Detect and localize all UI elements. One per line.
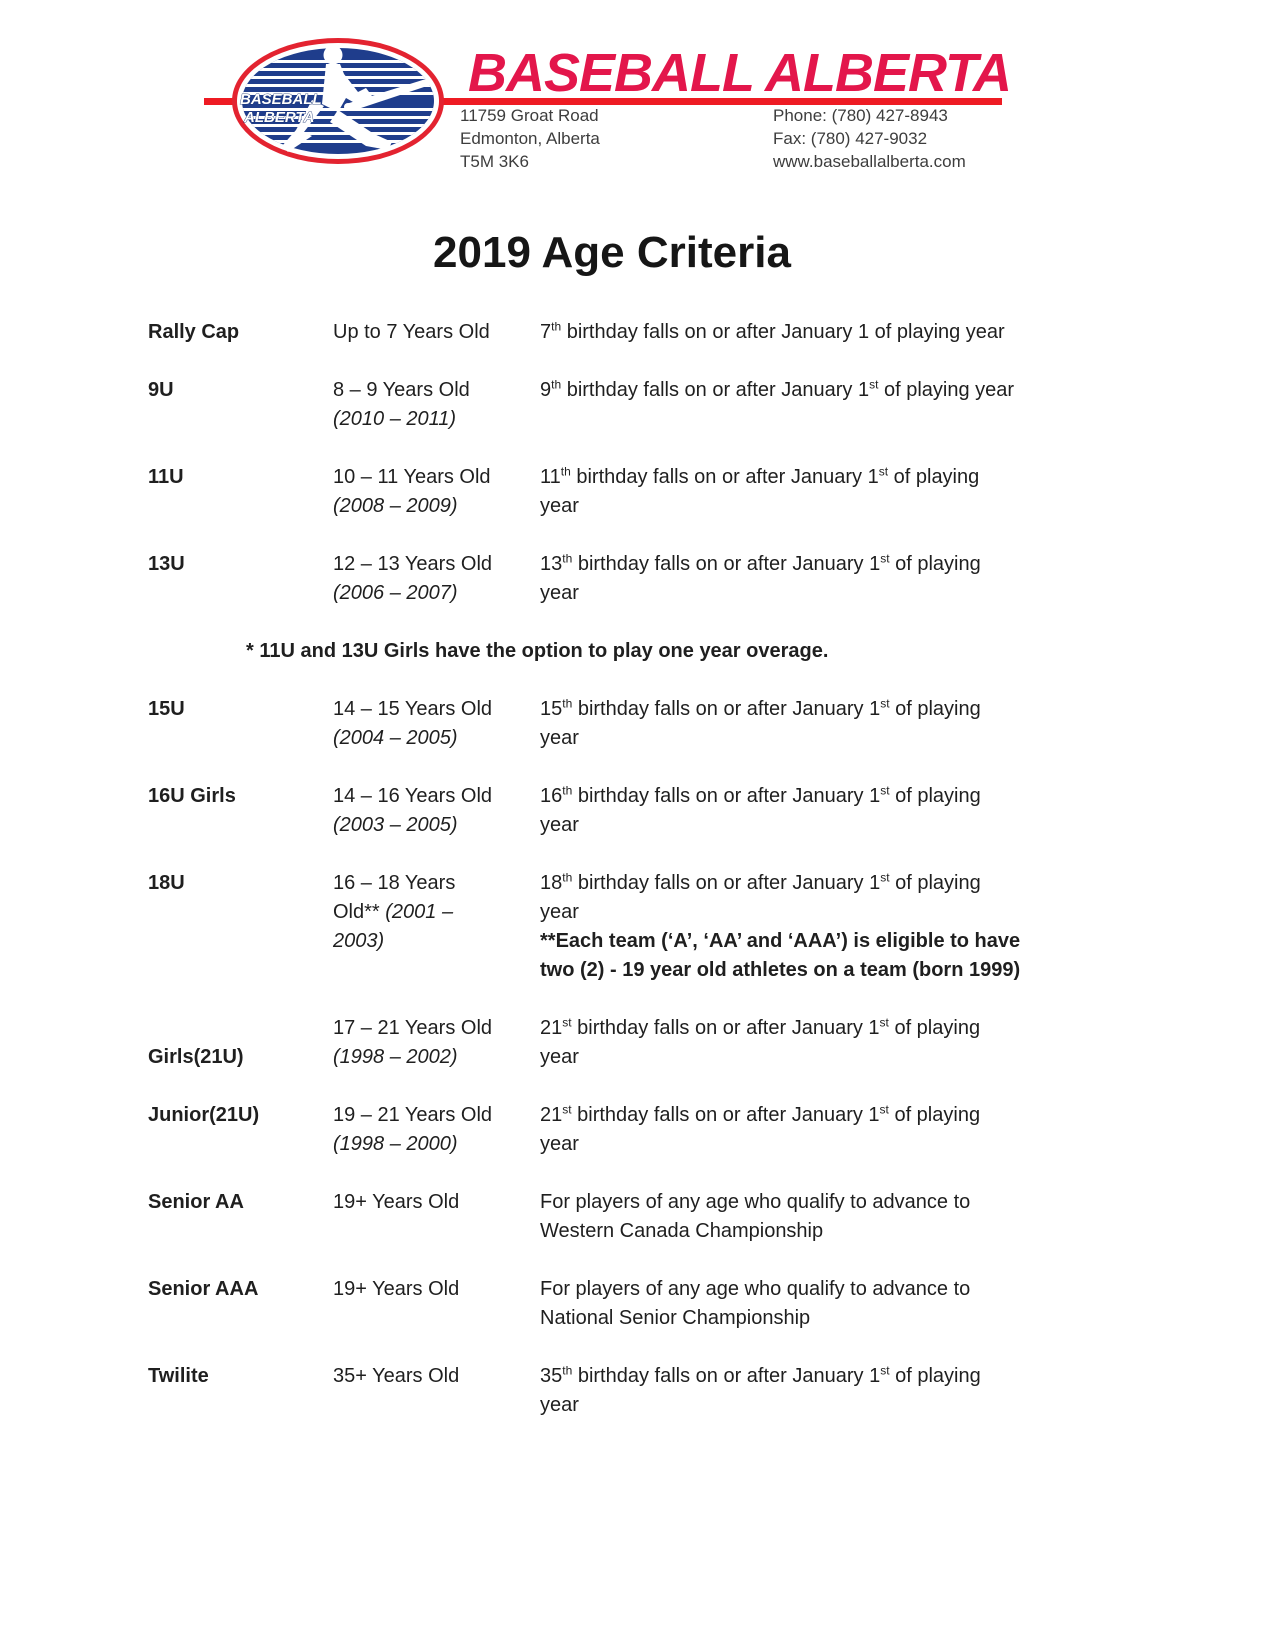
criteria-description-line: year <box>540 1133 579 1155</box>
address-block <box>460 104 600 173</box>
criteria-description <box>540 782 1083 840</box>
criteria-description-line: 7th birthday falls on or after January 1 of playing year <box>540 319 1005 343</box>
criteria-description <box>540 1101 1083 1159</box>
age-range <box>333 463 540 521</box>
criteria-description <box>540 1188 1083 1246</box>
age-range <box>333 550 540 608</box>
age-criteria-row <box>148 550 1083 608</box>
criteria-description <box>540 1362 1083 1420</box>
division-label: 13U <box>148 553 185 575</box>
criteria-description-line: year <box>540 495 579 517</box>
age-range-line: 14 – 16 Years Old <box>333 785 493 807</box>
age-range-line: 14 – 15 Years Old <box>333 698 493 720</box>
age-range-line: (2006 – 2007) <box>333 582 458 604</box>
age-range-line: (2010 – 2011) <box>333 408 457 430</box>
age-range <box>333 1101 540 1159</box>
age-criteria-row <box>148 782 1083 840</box>
page-title: 2019 Age Criteria <box>433 228 791 277</box>
division-label: Girls(21U) <box>148 1046 244 1068</box>
criteria-description <box>540 695 1083 753</box>
logo-text-line2: ALBERTA <box>244 109 315 126</box>
contact-block <box>773 104 966 173</box>
criteria-description-line: year <box>540 582 579 604</box>
address-street: 11759 Groat Road <box>460 106 599 125</box>
criteria-description <box>540 376 1083 434</box>
criteria-description-line: year <box>540 1046 579 1068</box>
criteria-description <box>540 550 1083 608</box>
age-range <box>333 1014 540 1072</box>
criteria-description <box>540 1014 1083 1072</box>
criteria-description-line: For players of any age who qualify to advance to <box>540 1191 971 1213</box>
age-criteria-row <box>148 695 1083 753</box>
criteria-description-line: 21st birthday falls on or after January 1st of playing <box>540 1015 981 1039</box>
baseball-alberta-logo <box>226 34 450 168</box>
age-range-line: (1998 – 2002) <box>333 1046 458 1068</box>
age-criteria-row <box>148 1101 1083 1159</box>
criteria-description-line: year <box>540 901 579 923</box>
age-range <box>333 318 540 347</box>
age-range-line: (2003 – 2005) <box>333 814 458 836</box>
baseball-alberta-logo-icon <box>226 34 450 168</box>
age-criteria-row <box>148 1362 1083 1420</box>
age-range-line: 19+ Years Old <box>333 1191 460 1213</box>
phone-line: Phone: (780) 427-8943 <box>773 106 948 125</box>
age-range <box>333 1188 540 1246</box>
age-range-line: (2004 – 2005) <box>333 727 458 749</box>
division-label: 9U <box>148 379 174 401</box>
age-range <box>333 695 540 753</box>
criteria-description-line: year <box>540 814 579 836</box>
logo-text <box>240 91 322 126</box>
age-criteria-row <box>148 1275 1083 1333</box>
criteria-description-line: 11th birthday falls on or after January 1st of playing <box>540 464 980 488</box>
division-label: 11U <box>148 466 184 488</box>
age-criteria-row <box>148 1188 1083 1246</box>
age-range-line: 19+ Years Old <box>333 1278 460 1300</box>
age-range <box>333 1362 540 1420</box>
age-range <box>333 782 540 840</box>
division-label: Junior(21U) <box>148 1104 260 1126</box>
criteria-description-line: **Each team (‘A’, ‘AA’ and ‘AAA’) is eligible to have <box>540 930 1021 952</box>
criteria-description-line: year <box>540 1394 579 1416</box>
criteria-description <box>540 318 1083 347</box>
age-criteria-row <box>148 376 1083 434</box>
age-range-line: Old** (2001 – <box>333 901 454 923</box>
criteria-description <box>540 463 1083 521</box>
age-criteria-row <box>148 1014 1083 1072</box>
age-range-line: 8 – 9 Years Old <box>333 379 470 401</box>
logo-text-line1: BASEBALL <box>240 91 322 108</box>
criteria-description-line: 13th birthday falls on or after January 1st of playing <box>540 551 981 575</box>
age-range-line: 19 – 21 Years Old <box>333 1104 493 1126</box>
wordmark: BASEBALL ALBERTA <box>468 43 1012 103</box>
criteria-description-line: National Senior Championship <box>540 1307 811 1329</box>
division-label: 16U Girls <box>148 785 236 807</box>
website-line: www.baseballalberta.com <box>773 152 966 171</box>
division-label: Twilite <box>148 1365 209 1387</box>
division-label: Rally Cap <box>148 321 240 343</box>
age-range-line: (1998 – 2000) <box>333 1133 458 1155</box>
criteria-description <box>540 1275 1083 1333</box>
criteria-description-line: 18th birthday falls on or after January 1st of playing <box>540 870 981 894</box>
division-label: 18U <box>148 872 185 894</box>
age-criteria-row <box>148 869 1083 985</box>
division-label: Senior AAA <box>148 1278 259 1300</box>
criteria-description-line: For players of any age who qualify to advance to <box>540 1278 971 1300</box>
criteria-description-line: 15th birthday falls on or after January 1st of playing <box>540 696 981 720</box>
age-range-line: 17 – 21 Years Old <box>333 1017 493 1039</box>
age-range-line: 16 – 18 Years <box>333 872 456 894</box>
address-postal-code: T5M 3K6 <box>460 152 529 171</box>
age-range-line: 10 – 11 Years Old <box>333 466 491 488</box>
age-criteria-row <box>148 463 1083 521</box>
division-label: Senior AA <box>148 1191 244 1213</box>
division-label: 15U <box>148 698 185 720</box>
age-range-line: Up to 7 Years Old <box>333 321 490 343</box>
criteria-description-line: 21st birthday falls on or after January 1st of playing <box>540 1102 981 1126</box>
address-city: Edmonton, Alberta <box>460 129 600 148</box>
criteria-description-line: 16th birthday falls on or after January 1st of playing <box>540 783 981 807</box>
age-criteria-row <box>148 318 1083 347</box>
age-range-line: 12 – 13 Years Old <box>333 553 493 575</box>
age-range-line: (2008 – 2009) <box>333 495 458 517</box>
criteria-description-line: 35th birthday falls on or after January 1st of playing <box>540 1363 981 1387</box>
overage-note: * 11U and 13U Girls have the option to play one year overage. <box>246 640 829 662</box>
criteria-description-line: 9th birthday falls on or after January 1st of playing year <box>540 377 1015 401</box>
age-range <box>333 376 540 434</box>
age-range-line: 2003) <box>333 930 385 952</box>
criteria-description-line: two (2) - 19 year old athletes on a team (born 1999) <box>540 959 1021 981</box>
age-criteria-table <box>148 318 1083 1449</box>
age-range-line: 35+ Years Old <box>333 1365 460 1387</box>
criteria-description-line: Western Canada Championship <box>540 1220 824 1242</box>
age-range <box>333 869 540 985</box>
age-range <box>333 1275 540 1333</box>
criteria-description <box>540 869 1083 985</box>
criteria-description-line: year <box>540 727 579 749</box>
fax-line: Fax: (780) 427-9032 <box>773 129 928 148</box>
